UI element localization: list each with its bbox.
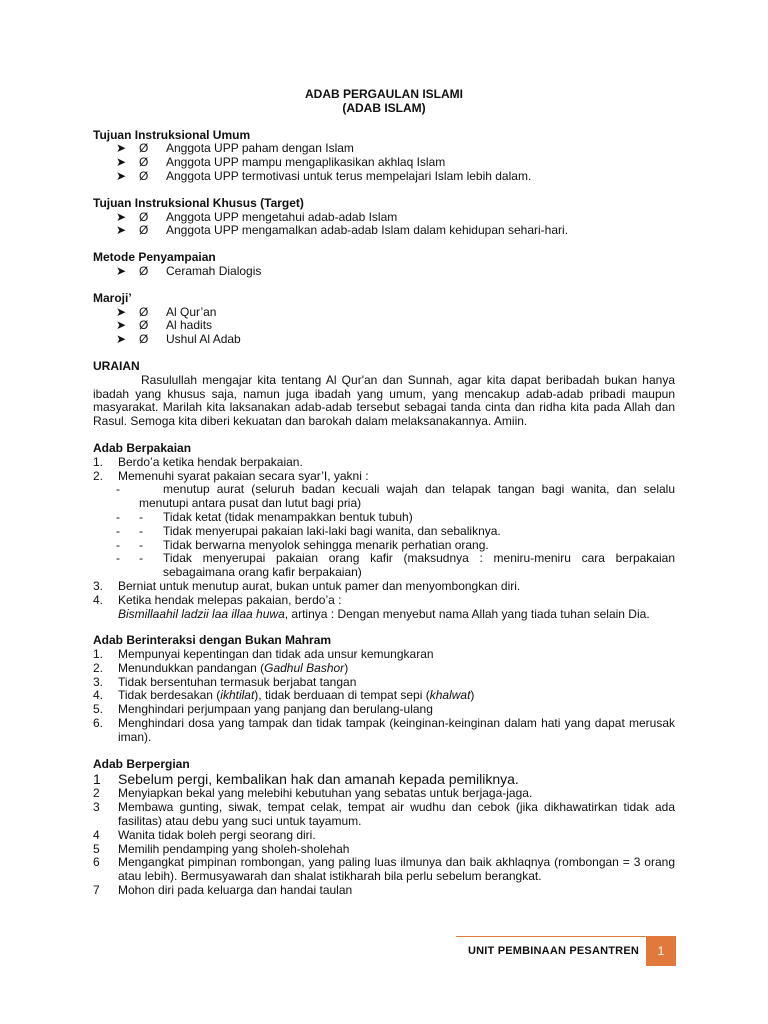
list-item: 2. Memenuhi syarat pakaian secara syar’I, yakni : [93, 468, 369, 483]
list-item: 7 Mohon diri pada keluarga dan handai taulan [93, 883, 353, 898]
arrow-bullet-icon: ➤ [116, 263, 127, 278]
page-number-badge: 1 [646, 936, 676, 966]
list-item: ➤ Ø Al hadits [116, 318, 213, 333]
arrow-bullet-icon: ➤ [116, 141, 127, 156]
list-item: 3. Berniat untuk menutup aurat, bukan untuk pamer dan menyombongkan diri. [93, 578, 521, 593]
heading-tujuan-khusus: Tujuan Instruksional Khusus (Target) [93, 195, 304, 210]
list-item: 6 Mengangkat pimpinan rombongan, yang paling luas ilmunya dan baik akhlaqnya (rombongan = 3 orang atau lebih). Bermusyawarah dan shalat istikharah bila perlu sebelum berangkat. [93, 855, 675, 884]
list-item: ➤ Ø Anggota UPP mampu mengaplikasikan akhlaq Islam [116, 155, 446, 170]
list-item: ➤ Ø Anggota UPP paham dengan Islam [116, 141, 354, 156]
oslash-bullet-icon: Ø [139, 223, 149, 238]
doa-text: Bismillaahil ladzii laa illaa huwa, artinya : Dengan menyebut nama Allah yang tiada tuhan selain Dia. [118, 606, 650, 621]
list-item: ➤ Ø Ceramah Dialogis [116, 263, 262, 278]
sub-list-item: - - Tidak berwarna menyolok sehingga menarik perhatian orang. [116, 537, 489, 552]
page-footer [456, 936, 676, 965]
document-title [93, 88, 675, 116]
oslash-bullet-icon: Ø [139, 318, 149, 333]
uraian-paragraph: Rasulullah mengajar kita tentang Al Qur'an dan Sunnah, agar kita dapat beribadah bukan hanya ibadah yang khusus saja, namun juga ibadah yang umum, yang mencakup adab-adab pribadi maupun masyarakat. Marilah kita laksanakan adab-adab tersebut sebagai tanda cinta dan ridha kita pada Allah dan Rasul. Semoga kita diberi kekuatan dan barokah dalam melaksanakannya. Amiin. [93, 372, 675, 429]
list-item: 4. Tidak berdesakan (ikhtilat), tidak berduaan di tempat sepi (khalwat) [93, 688, 475, 703]
list-item: 1 Sebelum pergi, kembalikan hak dan amanah kepada pemiliknya. [93, 771, 519, 788]
list-item: ➤ Ø Anggota UPP mengamalkan adab-adab Islam dalam kehidupan sehari-hari. [116, 223, 569, 238]
arrow-bullet-icon: ➤ [116, 209, 127, 224]
arrow-bullet-icon: ➤ [116, 155, 127, 170]
list-item: 6. Menghindari dosa yang tampak dan tidak tampak (keinginan-keinginan dalam hati yang dapat merusak iman). [93, 716, 675, 744]
sub-list-item: - - Tidak menyerupai pakaian laki-laki bagi wanita, dan sebaliknya. [116, 523, 501, 538]
list-item: ➤ Ø Ushul Al Adab [116, 332, 241, 347]
oslash-bullet-icon: Ø [139, 263, 149, 278]
heading-maroji: Maroji’ [93, 290, 132, 305]
sub-list-item: - - Tidak menyerupai pakaian orang kafir (maksudnya : meniru-meniru cara berpakaian sebagaimana orang kafir berpakaian) [116, 551, 675, 580]
heading-bepergian: Adab Berpergian [93, 756, 190, 771]
oslash-bullet-icon: Ø [139, 168, 149, 183]
oslash-bullet-icon: Ø [139, 304, 149, 319]
arrow-bullet-icon: ➤ [116, 168, 127, 183]
heading-uraian: URAIAN [93, 358, 140, 373]
list-item: 3 Membawa gunting, siwak, tempat celak, tempat air wudhu dan cebok (jika dikhawatirkan tidak ada fasilitas) atau debu yang suci untuk tayamum. [93, 800, 675, 829]
heading-mahram: Adab Berinteraksi dengan Bukan Mahram [93, 633, 332, 648]
sub-list-item: - - Tidak ketat (tidak menampakkan bentuk tubuh) [116, 509, 413, 524]
oslash-bullet-icon: Ø [139, 155, 149, 170]
list-item: 1. Mempunyai kepentingan dan tidak ada unsur kemungkaran [93, 647, 434, 662]
list-item: 2 Menyiapkan bekal yang melebihi kebutuhan yang sebatas untuk berjaga-jaga. [93, 786, 533, 801]
footer-divider [456, 936, 676, 937]
oslash-bullet-icon: Ø [139, 332, 149, 347]
arrow-bullet-icon: ➤ [116, 304, 127, 319]
list-item: ➤ Ø Anggota UPP termotivasi untuk terus mempelajari Islam lebih dalam. [116, 168, 532, 183]
document-page [93, 88, 675, 898]
title-line-2: (ADAB ISLAM) [342, 100, 426, 115]
heading-berpakaian: Adab Berpakaian [93, 440, 192, 455]
arrow-bullet-icon: ➤ [116, 318, 127, 333]
footer-label: UNIT PEMBINAAN PESANTREN [467, 945, 639, 957]
list-item: 5 Memilih pendamping yang sholeh-sholehah [93, 841, 350, 856]
sub-list-item: - menutup aurat (seluruh badan kecuali wajah dan telapak tangan bagi wanita, dan selalu menutupi antara pusat dan lutut bagi pria) [116, 482, 675, 511]
oslash-bullet-icon: Ø [139, 141, 149, 156]
list-item: 2. Menundukkan pandangan (Gadhul Bashor) [93, 660, 349, 675]
title-line-1: ADAB PERGAULAN ISLAMI [305, 87, 463, 101]
oslash-bullet-icon: Ø [139, 209, 149, 224]
arrow-bullet-icon: ➤ [116, 332, 127, 347]
list-item: 3. Tidak bersentuhan termasuk berjabat tangan [93, 674, 357, 689]
list-item: ➤ Ø Anggota UPP mengetahui adab-adab Islam [116, 209, 398, 224]
arrow-bullet-icon: ➤ [116, 223, 127, 238]
list-item: 4. Ketika hendak melepas pakaian, berdo’a : [93, 592, 342, 607]
list-item: 4 Wanita tidak boleh pergi seorang diri. [93, 827, 316, 842]
heading-tujuan-umum: Tujuan Instruksional Umum [93, 127, 251, 142]
list-item: 5. Menghindari perjumpaan yang panjang dan berulang-ulang [93, 702, 433, 717]
heading-metode: Metode Penyampaian [93, 250, 216, 265]
list-item: 1. Berdo’a ketika hendak berpakaian. [93, 454, 303, 469]
list-item: ➤ Ø Al Qur’an [116, 304, 217, 319]
